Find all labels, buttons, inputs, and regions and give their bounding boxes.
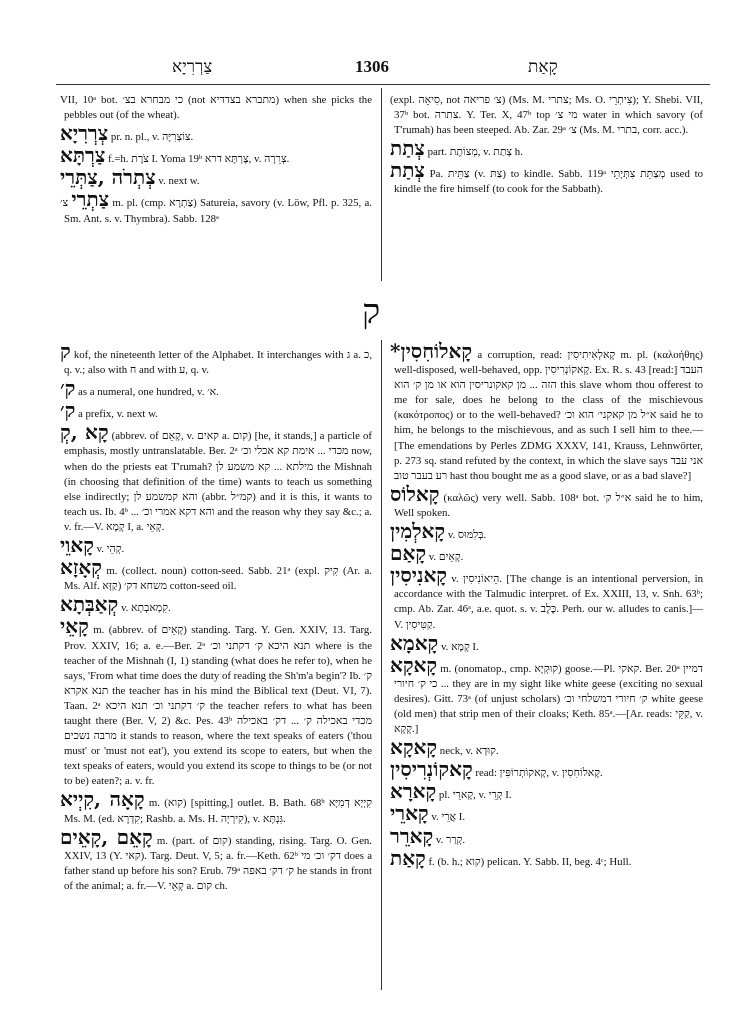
entry-text: neck, v. קוּדְא. <box>439 745 499 758</box>
headword: קָאוֵי <box>60 533 94 558</box>
dictionary-entry <box>60 339 373 378</box>
entry-text: kof, the nineteenth letter of the Alphabet. It interchanges with ג a. כ, q. v.; also with ח and with ע, q. v. <box>64 349 373 377</box>
entry-text: pr. n. pl., v. צוֹצְרִיָּה. <box>110 131 194 144</box>
dictionary-entry <box>60 187 372 226</box>
column-bottom-left <box>60 339 373 897</box>
entry-text: v. הֵיאוֹנִיסִין. [The change is an intentional perversion, in accordance with the Talmudic interpret. of Ex. XXIII, 13, v. Snh. 63ᵇ; cmp. Ab. Zar. 46ᵃ, a.e. quot. s. v. כֶּלֶב. Perh. our w. alludes to canis.]—V. קַטִּיסִין. <box>394 573 703 631</box>
dictionary-entry <box>60 93 372 123</box>
dictionary-entry <box>60 614 373 789</box>
entry-text: v. קְרַר. <box>435 833 466 846</box>
entry-text: VII, 10ᵃ bot. כי מבחרא בצ׳ (not מתברא בצדדיא) when she picks the pebbles out (of the wheat). <box>60 94 373 122</box>
headword: קָאֵי <box>60 614 89 639</box>
headword: צַרְתָּא <box>60 143 106 168</box>
headword: קְאַבְּתָא <box>60 592 119 617</box>
entry-text: m. (collect. noun) cotton-seed. Sabb. 21ᵃ (expl. קִיק (Ar. a. Ms. Alf. קַזָּא) משחא דק׳ cotton-seed oil. <box>64 565 372 593</box>
entry-text: a corruption, read: קָאלְאִיתִיסִין m. pl. (καλοήθης) well-disposed, well-behaved, opp. קָאקוֹנְרִיסִין. Ex. R. s. 43 [read:] העבד הזה ... מן קאקונריסין הוא או מן ק׳ הוא this slave whom thou offerest to me for sale, does he belong to the class of the mischievous (κακότροπος) or to the well-behaved? א״ל מן קאקני׳ הוא וכ׳ said he to him, he belongs to the mischievous, and as such I sell him to thee.—[The emendations by Perles ZDMG XXXV, 141, Krauss, Lehnwörter, p. 273 sq. stand refuted by the context, in which the slave says אני עבד רע בעבר טוב hast thou bought me as a good slave, or as a bad slave?] <box>394 349 704 482</box>
running-head-right: קָאַת <box>528 57 558 76</box>
column-divider-bottom <box>381 340 382 990</box>
entry-text: v. next w. <box>158 175 200 188</box>
entry-text: Pa. צַתֵּית (v. צַתּ) to kindle. Sabb. 119ᵃ מְצַתֵּת צִתְּיָתֵי used to kindle the fire himself (to cook for the Sabbath). <box>394 168 704 196</box>
headword: קְאָזָא <box>60 555 102 580</box>
entry-text: m. (part. of קום) standing, rising. Targ. O. Gen. XXIV, 13 (Y. קאי). Targ. Deut. V, 5; a. fr.—Keth. 62ᵇ דק׳ וכ׳ מי does a father stand up before his son? Erub. 79ᵃ ק׳ דק׳ באפה he stands in front of the animal; a. fr.—V. קָאֵי a. קום ch. <box>64 834 372 892</box>
dictionary-entry <box>390 158 704 197</box>
headword: ק <box>60 339 71 363</box>
entry-text: read: קָאקוֹתְרוֹפִּין, v. קָאלוֹחִסִין. <box>475 767 603 780</box>
headword: קָאלוֹס <box>390 481 440 506</box>
headword: קָא ,קְ <box>60 420 109 445</box>
page-number: 1306 <box>355 57 389 76</box>
dictionary-entry <box>390 801 703 826</box>
headword: קָאלְמִין <box>390 519 446 544</box>
entry-text: a prefix, v. next w. <box>78 408 158 421</box>
dictionary-entry <box>390 823 703 848</box>
entry-text: as a numeral, one hundred, v. א׳. <box>78 386 219 399</box>
column-top-left <box>60 93 372 230</box>
headword: צְתַת <box>390 136 425 161</box>
dictionary-entry <box>60 420 373 535</box>
headword: קָארֵר <box>390 823 434 848</box>
headword: קָאַת <box>390 845 426 870</box>
entry-text: m. (onomatop., cmp. קוּקְיָא) goose.—Pl. קאקי. Ber. 20ᵃ דמיין ... כי ק׳ חיורי they are in my sight like white geese (exciting no sexual desires). Gitt. 73ᵃ (of unjust scholars) ק׳ חיורי דמשלחי וכ׳ white geese (old men) that strip men of their cloaks; Keth. 85ᵃ.—[Ar. reads: קַקֵּי, v. קָקָא.] <box>394 662 703 736</box>
dictionary-entry <box>60 533 372 558</box>
headword: צְתְרֹה ,צַתְּרֵי <box>60 165 156 190</box>
headword: קָארֵי <box>390 801 429 826</box>
headword: ק׳ <box>60 398 76 423</box>
entry-text: v. אֲרֵי I. <box>431 811 466 824</box>
headword: קָאמָא <box>390 630 439 655</box>
entry-text: f. (b. h.; קוא) pelican. Y. Sabb. II, beg. 4ᶜ; Hull. <box>428 855 632 868</box>
dictionary-entry <box>60 376 372 401</box>
entry-text: (abbrev. of קָאֵם, v. קאים a. קום) [he, it stands,] a particle of emphasis, mostly untranslatable. Ber. 2ᵃ מכדי ... אימת קא אכלי וכ׳ now, when do the priests eat T'rumah? מילתא ... קא משמע לן the Mishnah (in choosing that definition of the time) wants to teach us something else indirectly; והא קמשמע לן (abbr. קמ״ל) and it is this, it wants to teach us. Ib. 4ᵇ ... והא דקא אמרי וכ׳ and the reason why they say &c.; a. v. fr.—V. קָמָא I, a. קְאֵי. <box>64 430 373 533</box>
column-top-right <box>390 93 703 201</box>
entry-text: v. קְהֵי. <box>96 543 125 556</box>
dictionary-entry <box>390 779 703 804</box>
dictionary-entry <box>390 519 703 544</box>
running-head-left: צַרְרִיָא <box>172 57 213 76</box>
entry-text: m. (abbrev. of קָאֵים) standing. Targ. Y. Gen. XXIV, 13. Targ. Prov. XXIV, 16; a. e.—Ber. 2ᵃ תנא היכא ק׳ דקתני וכ׳ where is the teacher of the Mishnah (I, 1) standing (what does he refer to), when he says, 'From what time does the duty of reading the Sh'm'a begin'? Ib. ק׳ תנא אקרא the teacher has in his mind the Biblical text (Deut. VI, 7). Taan. 2ᵃ ק׳ דקתני וכ׳ תנא היכא the teacher refers to what has been taught there (Ber. V, 2) &c. Pes. 43ᵇ מכדי באכילה ק׳ ... דק׳ באכילה מרבה נשכים it stands to reason, where the text speaks of eaters ('thou must' or 'must not eat'), you extend its scope to eaters, but when the text speaks of eaters, would you extend its scope to things to be (or not to be) eaten?; a. v. fr. <box>64 624 373 788</box>
dictionary-entry <box>390 481 704 521</box>
headword: צְרְרִיָא <box>60 121 109 146</box>
dictionary-entry <box>390 563 703 632</box>
entry-text: m. (קוא) [spitting,] outlet. B. Bath. 68ᵇ קִיְיָא דְמִיָּא Ms. M. (ed. קִדְרָא; Rashb. a. Ms. H. קִירְיָה), v. גִּנְתָּא. <box>64 797 372 825</box>
dictionary-entry <box>390 757 703 782</box>
dictionary-entry <box>60 555 372 594</box>
header-rule <box>56 84 710 85</box>
dictionary-entry <box>390 339 704 484</box>
dictionary-entry <box>60 824 372 894</box>
dictionary-entry <box>60 592 372 617</box>
headword: קָאָה ,קִיְיא <box>60 787 145 812</box>
headword: צַתְרֵי <box>71 187 110 212</box>
dictionary-entry <box>390 93 703 138</box>
headword: ק׳ <box>60 376 76 401</box>
entry-text: v. בְּלִמּוּס. <box>447 529 487 542</box>
headword: צְתַת <box>390 158 425 183</box>
entry-text: v. קָמָא I. <box>440 640 479 653</box>
column-divider-top <box>381 88 382 281</box>
headword: קָאנִיסִין <box>390 563 448 588</box>
headword: קָאקָא <box>390 735 438 760</box>
headword: *קָאלוֹחִסִין <box>390 339 473 363</box>
headword: קָאקָא <box>390 652 438 677</box>
column-bottom-right <box>390 339 704 873</box>
dictionary-entry <box>60 787 372 826</box>
headword: קָאַם <box>390 541 427 566</box>
headword: קָארָא <box>390 779 437 804</box>
headword: קָאֵם ,קָאֵים <box>60 824 153 849</box>
dictionary-entry <box>390 652 703 737</box>
section-letter: ק <box>362 292 381 332</box>
entry-text: (expl. סִיאָה, not צ׳ פריאה) (Ms. M. צתרי; Ms. O. צִיתְרֵי); Y. Shebi. VII, 37ᵇ bot. צתרה. Y. Ter. X, 47ᵇ top מי צ׳ water in which savory (of T'rumah) has been steeped. Ab. Zar. 29ᵃ צ׳ (Ms. M. בתרי, corr. acc.). <box>390 94 703 137</box>
dictionary-entry <box>60 121 372 146</box>
entry-text: pl. קָארֵי, v. קְרֵי I. <box>438 789 512 802</box>
headword: קָאקוֹנְרִיסִין <box>390 757 473 782</box>
dictionary-entry <box>390 845 703 870</box>
entry-text: part. מְצוֹתֶת, v. צְתַת h. <box>427 146 523 159</box>
entry-text: f.=h. צֹרֶת I. Yoma 19ᵇ צָרְתָּא דרא, v. צְרֵרָה. <box>108 153 290 166</box>
entry-text: v. קָאֵים. <box>428 551 464 564</box>
dictionary-entry <box>390 136 703 161</box>
entry-text: צ׳ m. pl. (cmp. צַתְרָא) Satureia, savory (v. Löw, Pfl. p. 325, a. Sm. Ant. s. v. Thymbra). Sabb. 128ᵃ <box>60 197 372 225</box>
entry-text: (καλῶς) very well. Sabb. 108ᵃ bot. א״ל ק׳ said he to him, Well spoken. <box>394 491 704 519</box>
entry-text: v. קִמְאבְתָא. <box>120 602 171 615</box>
